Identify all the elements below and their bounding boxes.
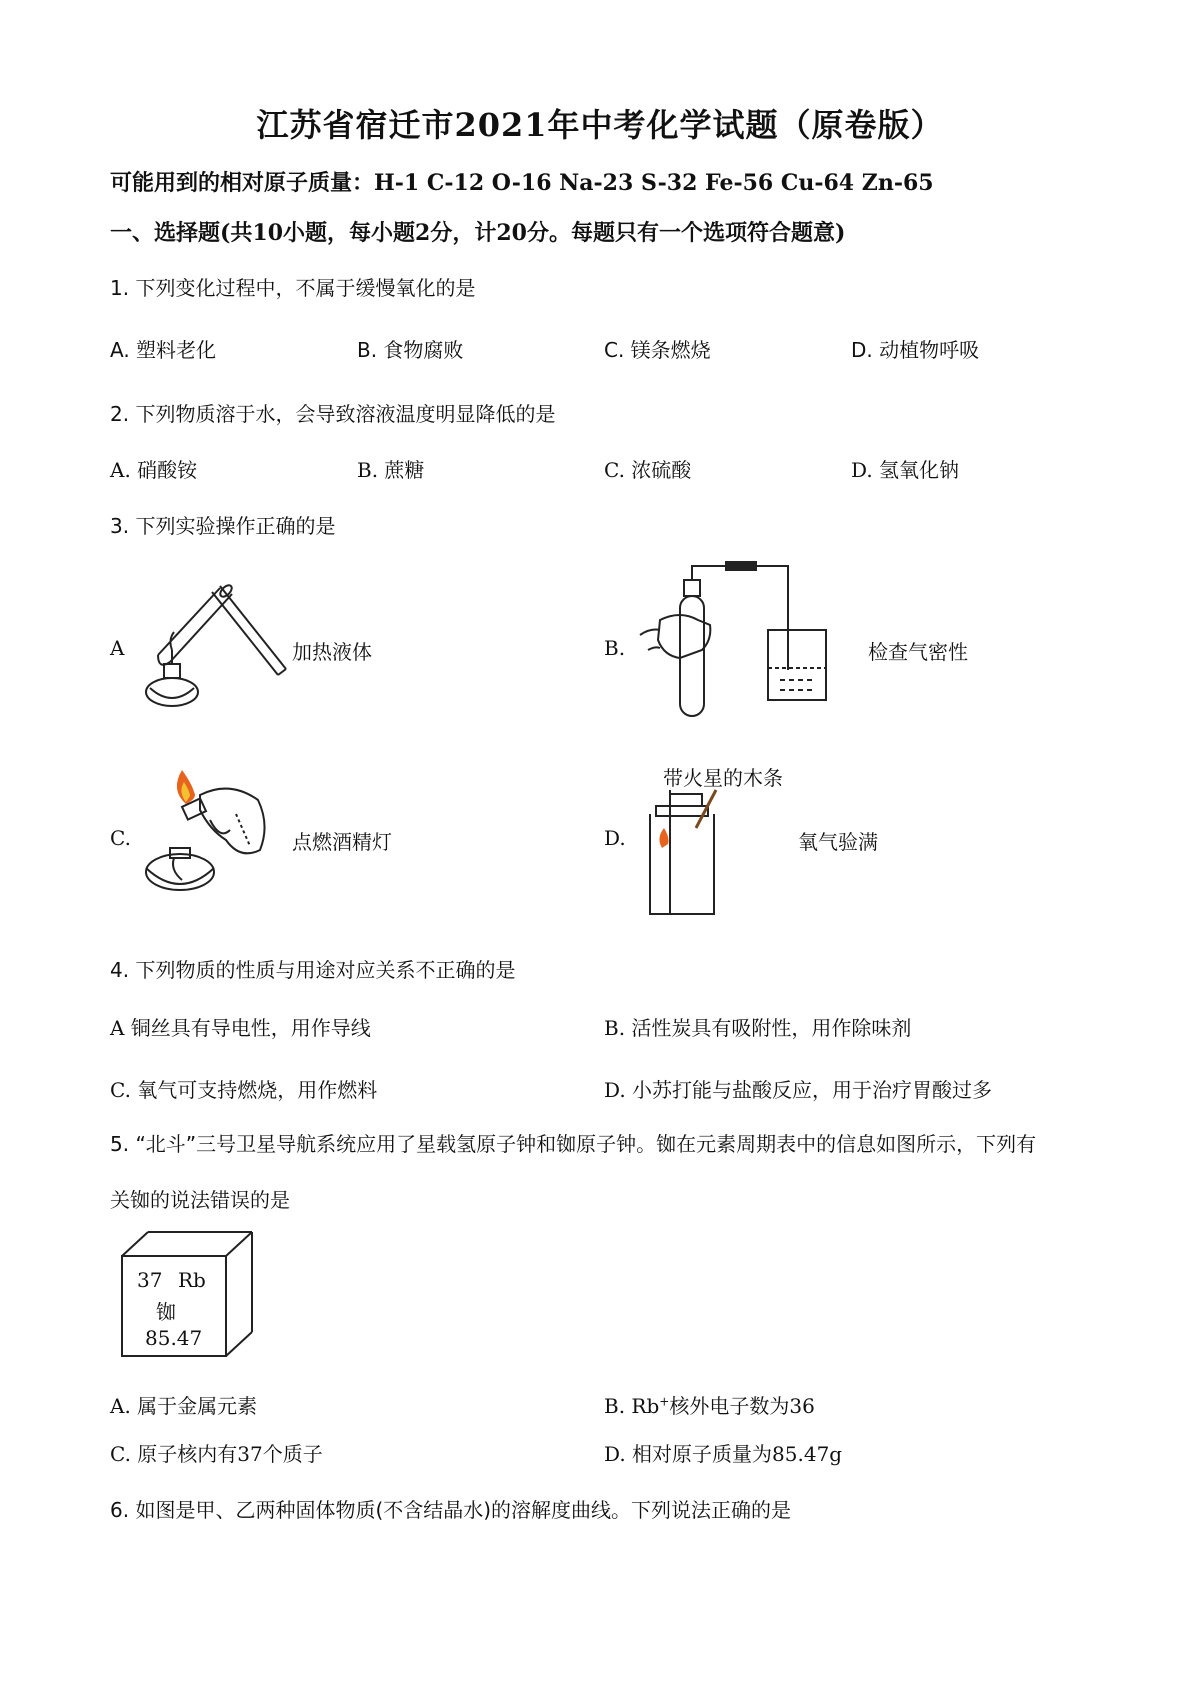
element-mass: 85.47 xyxy=(145,1326,203,1350)
heating-liquid-diagram xyxy=(140,580,290,720)
q4-option-d[interactable]: D. 小苏打能与盐酸反应，用于治疗胃酸过多 xyxy=(604,1078,993,1102)
q5-option-c[interactable]: C. 原子核内有37个质子 xyxy=(110,1442,323,1466)
q1-option-b[interactable]: B. 食物腐败 xyxy=(357,338,464,362)
q5-option-d[interactable]: D. 相对原子质量为85.47g xyxy=(604,1442,843,1466)
q2-option-d[interactable]: D. 氢氧化钠 xyxy=(851,458,960,482)
q4-option-a[interactable]: A 铜丝具有导电性，用作导线 xyxy=(110,1016,371,1040)
q5-option-b-superscript: + xyxy=(659,1394,670,1409)
airtightness-check-diagram xyxy=(640,580,840,725)
q1-option-c[interactable]: C. 镁条燃烧 xyxy=(604,338,711,362)
q5-option-b-prefix: B. Rb xyxy=(604,1394,660,1418)
q5-option-b[interactable] xyxy=(604,1390,815,1419)
element-name: 铷 xyxy=(156,1300,176,1324)
q1-option-a[interactable]: A. 塑料老化 xyxy=(110,338,217,362)
q3-option-c-label: 点燃酒精灯 xyxy=(292,830,392,854)
q3-option-d-letter[interactable]: D. xyxy=(604,826,626,850)
element-symbol: Rb xyxy=(178,1268,206,1292)
q1-option-d[interactable]: D. 动植物呼吸 xyxy=(851,338,980,362)
oxygen-test-figure-caption: 带火星的木条 xyxy=(663,766,783,790)
q3-option-c-letter[interactable]: C. xyxy=(110,826,131,850)
question-3-stem: 3. 下列实验操作正确的是 xyxy=(110,514,336,538)
oxygen-test-diagram xyxy=(640,790,740,915)
q3-option-d-label: 氧气验满 xyxy=(798,830,878,854)
atomic-masses: 可能用到的相对原子质量：H-1 C-12 O-16 Na-23 S-32 Fe-56 Cu-64 Zn-65 xyxy=(110,170,934,196)
q3-option-b-letter[interactable]: B. xyxy=(604,636,626,660)
q4-option-c[interactable]: C. 氧气可支持燃烧，用作燃料 xyxy=(110,1078,378,1102)
q3-option-a-letter[interactable]: A xyxy=(110,636,125,660)
question-5-stem-line2: 关铷的说法错误的是 xyxy=(110,1188,290,1212)
question-5-stem-line1: 5. “北斗”三号卫星导航系统应用了星载氢原子钟和铷原子钟。铷在元素周期表中的信息如图所示，下列有 xyxy=(110,1132,1037,1156)
question-6-stem: 6. 如图是甲、乙两种固体物质(不含结晶水)的溶解度曲线。下列说法正确的是 xyxy=(110,1498,792,1522)
lighting-alcohol-lamp-diagram xyxy=(140,770,290,905)
section-heading: 一、选择题(共10小题，每小题2分，计20分。每题只有一个选项符合题意) xyxy=(110,220,846,246)
q2-option-b[interactable]: B. 蔗糖 xyxy=(357,458,425,482)
question-1-stem: 1. 下列变化过程中，不属于缓慢氧化的是 xyxy=(110,276,476,300)
q4-option-b[interactable]: B. 活性炭具有吸附性，用作除味剂 xyxy=(604,1016,912,1040)
question-4-stem: 4. 下列物质的性质与用途对应关系不正确的是 xyxy=(110,958,516,982)
q5-option-a[interactable]: A. 属于金属元素 xyxy=(110,1394,258,1418)
element-number: 37 xyxy=(137,1268,163,1292)
q3-option-b-label: 检查气密性 xyxy=(868,640,968,664)
question-2-stem: 2. 下列物质溶于水，会导致溶液温度明显降低的是 xyxy=(110,402,556,426)
page-title: 江苏省宿迁市2021年中考化学试题（原卷版） xyxy=(256,106,944,144)
ember xyxy=(659,828,668,848)
q2-option-a[interactable]: A. 硝酸铵 xyxy=(110,458,198,482)
q3-option-a-label: 加热液体 xyxy=(292,640,372,664)
q2-option-c[interactable]: C. 浓硫酸 xyxy=(604,458,692,482)
q5-option-b-text: 核外电子数为36 xyxy=(669,1394,815,1418)
